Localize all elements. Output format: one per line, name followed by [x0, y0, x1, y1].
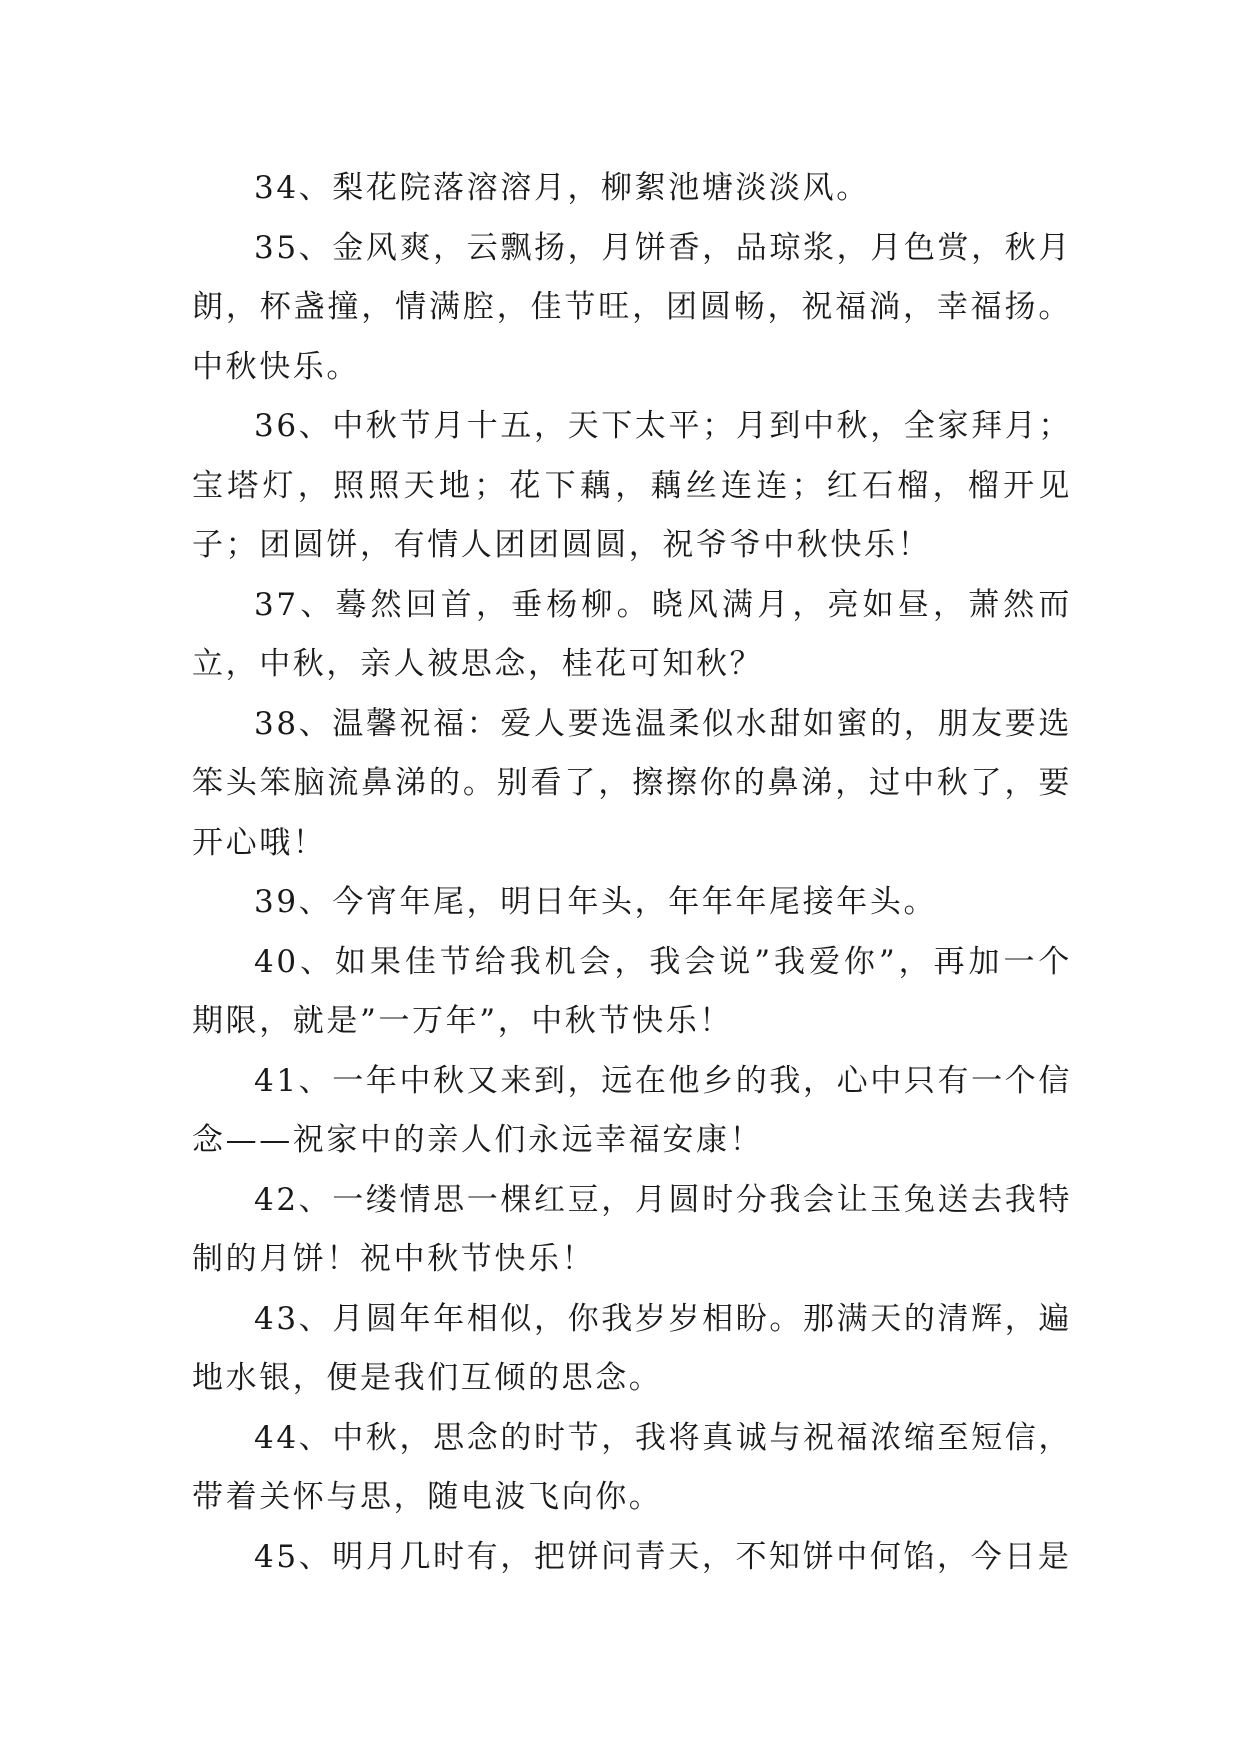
paragraph-35: 35、金风爽，云飘扬，月饼香，品琼浆，月色赏，秋月朗，杯盏撞，情满腔，佳节旺，团圆畅，祝福淌，幸福扬。中秋快乐。	[192, 229, 1072, 385]
paragraph-39: 39、今宵年尾，明日年头，年年年尾接年头。	[254, 884, 938, 920]
paragraph-41: 41、一年中秋又来到，远在他乡的我，心中只有一个信念——祝家中的亲人们永远幸福安康！	[192, 1062, 1072, 1158]
paragraph-40: 40、如果佳节给我机会，我会说”我爱你”，再加一个期限，就是”一万年”，中秋节快乐！	[192, 943, 1072, 1039]
paragraph-42: 42、一缕情思一棵红豆，月圆时分我会让玉兔送去我特制的月饼！祝中秋节快乐！	[192, 1181, 1072, 1277]
document-body	[192, 159, 1072, 1587]
paragraph-44: 44、中秋，思念的时节，我将真诚与祝福浓缩至短信，带着关怀与思，随电波飞向你。	[192, 1419, 1072, 1515]
paragraph-38: 38、温馨祝福：爱人要选温柔似水甜如蜜的，朋友要选笨头笨脑流鼻涕的。别看了，擦擦你的鼻涕，过中秋了，要开心哦！	[192, 705, 1072, 861]
paragraph-45: 45、明月几时有，把饼问青天，不知饼中何馅，今日是	[254, 1538, 1072, 1575]
paragraph-43: 43、月圆年年相似，你我岁岁相盼。那满天的清辉，遍地水银，便是我们互倾的思念。	[192, 1300, 1072, 1396]
paragraph-37: 37、蓦然回首，垂杨柳。晓风满月，亮如昼，萧然而立，中秋，亲人被思念，桂花可知秋？	[192, 586, 1072, 682]
paragraph-34: 34、梨花院落溶溶月，柳絮池塘淡淡风。	[254, 170, 870, 206]
paragraph-36: 36、中秋节月十五，天下太平；月到中秋，全家拜月；宝塔灯，照照天地；花下藕，藕丝连连；红石榴，榴开见子；团圆饼，有情人团团圆圆，祝爷爷中秋快乐！	[192, 408, 1072, 563]
